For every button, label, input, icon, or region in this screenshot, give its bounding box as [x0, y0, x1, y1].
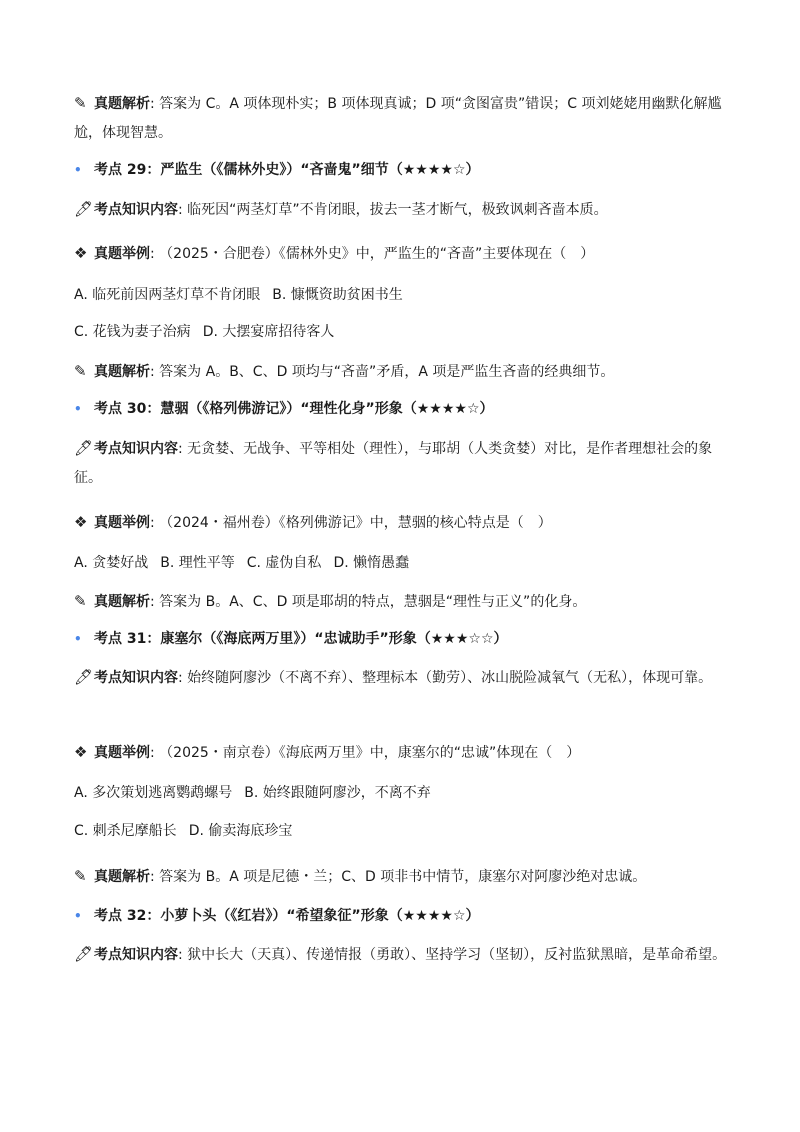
knowledge-text: 始终随阿廖沙（不离不弃）、整理标本（勤劳）、冰山脱险减氧气（无私），体现可靠。 — [187, 670, 713, 686]
knowledge-label: 考点知识内容 — [94, 670, 178, 686]
analysis-text: 答案为 B。A、C、D 项是耶胡的特点，慧骃是“理性与正义”的化身。 — [159, 594, 587, 610]
analysis-30: ✎ 真题解析: 答案为 B。A、C、D 项是耶胡的特点，慧骃是“理性与正义”的化身。 — [74, 587, 734, 617]
knowledge-32: 🖊考点知识内容: 狱中长大（天真）、传递情报（勇敢）、坚持学习（坚韧），反衬监狱黑暗，是革命希望。 — [74, 940, 734, 970]
analysis-29: ✎ 真题解析: 答案为 A。B、C、D 项均与“吝啬”矛盾，A 项是严监生吝啬的经典细节。 — [74, 357, 734, 387]
option-d: D. 大摆宴席招待客人 — [202, 324, 335, 340]
bullet-icon: • — [74, 909, 82, 923]
point-heading-32 — [74, 902, 734, 931]
pen-icon: 🖊 — [74, 945, 94, 963]
option-c: C. 刺杀尼摩船长 — [74, 823, 177, 839]
diamond-icon: ❖ — [74, 513, 88, 531]
pencil-icon: ✎ — [74, 94, 87, 112]
knowledge-29: 🖊考点知识内容: 临死因“两茎灯草”不肯闭眼，拔去一茎才断气，极致讽刺吝啬本质。 — [74, 195, 734, 225]
example-29: ❖ 真题举例: （2025・合肥卷）《儒林外史》中，严监生的“吝啬”主要体现在（ ） — [74, 239, 734, 269]
diamond-icon: ❖ — [74, 244, 88, 262]
heading-text: 考点 32：小萝卜头（《红岩》）“希望象征”形象（★★★★☆） — [94, 908, 480, 924]
bullet-icon: • — [74, 632, 82, 646]
example-label: 真题举例 — [94, 745, 150, 761]
analysis-label: 真题解析 — [94, 364, 150, 380]
knowledge-text: 狱中长大（天真）、传递情报（勇敢）、坚持学习（坚韧），反衬监狱黑暗，是革命希望。 — [187, 947, 727, 963]
knowledge-label: 考点知识内容 — [94, 947, 178, 963]
bullet-icon: • — [74, 402, 82, 416]
example-text: （2024・福州卷）《格列佛游记》中，慧骃的核心特点是（ ） — [159, 515, 552, 531]
analysis-text: 答案为 B。A 项是尼德・兰；C、D 项非书中情节，康塞尔对阿廖沙绝对忠诚。 — [159, 869, 647, 885]
example-text: （2025・合肥卷）《儒林外史》中，严监生的“吝啬”主要体现在（ ） — [159, 246, 595, 262]
option-b: B. 理性平等 — [160, 555, 235, 571]
example-30: ❖ 真题举例: （2024・福州卷）《格列佛游记》中，慧骃的核心特点是（ ） — [74, 508, 734, 538]
heading-text: 考点 31：康塞尔（《海底两万里》）“忠诚助手”形象（★★★☆☆） — [94, 631, 508, 647]
pencil-icon: ✎ — [74, 867, 87, 885]
option-d: D. 偷卖海底珍宝 — [188, 823, 293, 839]
pen-icon: 🖊 — [74, 200, 94, 218]
example-31: ❖ 真题举例: （2025・南京卷）《海底两万里》中，康塞尔的“忠诚”体现在（ ） — [74, 738, 734, 768]
heading-text: 考点 29：严监生（《儒林外史》）“吝啬鬼”细节（★★★★☆） — [94, 162, 480, 178]
knowledge-text: 无贪婪、无战争、平等相处（理性），与耶胡（人类贪婪）对比，是作者理想社会的象征。 — [74, 441, 713, 486]
option-c: C. 虚伪自私 — [246, 555, 322, 571]
bullet-icon: • — [74, 163, 82, 177]
analysis-28: ✎ 真题解析: 答案为 C。A 项体现朴实；B 项体现真诚；D 项“贪图富贵”错误；C 项刘姥姥用幽默化解尴尬，体现智慧。 — [74, 89, 734, 148]
pencil-icon: ✎ — [74, 362, 87, 380]
option-c: C. 花钱为妻子治病 — [74, 324, 191, 340]
options-31-ab — [74, 779, 734, 808]
analysis-text: 答案为 C。A 项体现朴实；B 项体现真诚；D 项“贪图富贵”错误；C 项刘姥姥用幽默化解尴尬，体现智慧。 — [74, 96, 722, 141]
example-label: 真题举例 — [94, 246, 150, 262]
point-heading-29 — [74, 156, 734, 185]
knowledge-31: 🖊考点知识内容: 始终随阿廖沙（不离不弃）、整理标本（勤劳）、冰山脱险减氧气（无私），体现可靠。 — [74, 663, 734, 693]
pen-icon: 🖊 — [74, 439, 94, 457]
point-heading-31 — [74, 625, 734, 654]
options-29-ab — [74, 281, 734, 310]
analysis-label: 真题解析 — [94, 96, 150, 112]
knowledge-30: 🖊考点知识内容: 无贪婪、无战争、平等相处（理性），与耶胡（人类贪婪）对比，是作者理想社会的象征。 — [74, 434, 734, 493]
analysis-label: 真题解析 — [94, 869, 150, 885]
pencil-icon: ✎ — [74, 592, 87, 610]
options-31-cd — [74, 817, 734, 846]
example-text: （2025・南京卷）《海底两万里》中，康塞尔的“忠诚”体现在（ ） — [159, 745, 581, 761]
pen-icon: 🖊 — [74, 668, 94, 686]
knowledge-text: 临死因“两茎灯草”不肯闭眼，拔去一茎才断气，极致讽刺吝啬本质。 — [187, 202, 608, 218]
diamond-icon: ❖ — [74, 743, 88, 761]
example-label: 真题举例 — [94, 515, 150, 531]
knowledge-label: 考点知识内容 — [94, 202, 178, 218]
option-d: D. 懒惰愚蠢 — [333, 555, 410, 571]
options-30 — [74, 549, 734, 578]
option-b: B. 慷慨资助贫困书生 — [272, 287, 403, 303]
analysis-31: ✎ 真题解析: 答案为 B。A 项是尼德・兰；C、D 项非书中情节，康塞尔对阿廖沙绝对忠诚。 — [74, 862, 734, 892]
heading-text: 考点 30：慧骃（《格列佛游记》）“理性化身”形象（★★★★☆） — [94, 401, 494, 417]
options-29-cd — [74, 318, 734, 347]
knowledge-label: 考点知识内容 — [94, 441, 178, 457]
option-a: A. 多次策划逃离鹦鹉螺号 — [74, 785, 233, 801]
point-heading-30 — [74, 395, 734, 424]
analysis-text: 答案为 A。B、C、D 项均与“吝啬”矛盾，A 项是严监生吝啬的经典细节。 — [159, 364, 615, 380]
analysis-label: 真题解析 — [94, 594, 150, 610]
option-b: B. 始终跟随阿廖沙，不离不弃 — [244, 785, 431, 801]
option-a: A. 临死前因两茎灯草不肯闭眼 — [74, 287, 261, 303]
option-a: A. 贪婪好战 — [74, 555, 149, 571]
